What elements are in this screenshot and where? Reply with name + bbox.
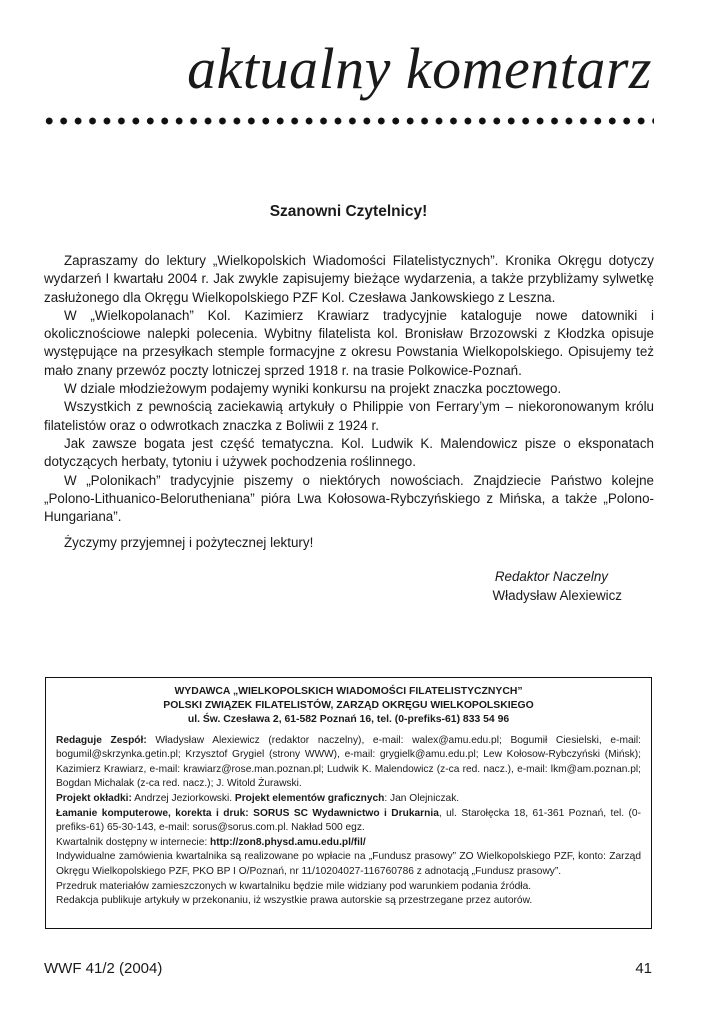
printing-text: , ul. Starołęcka 18, 61-361 Poznań, tel. (0-prefiks-61) 65-30-143, e-mail: sorus@sorus.com.pl. Nakład 500 egz. xyxy=(56,807,641,834)
editorial-team xyxy=(56,734,641,792)
graphics-label: Projekt elementów graficznych xyxy=(234,792,385,804)
cover-design-label: Projekt okładki: xyxy=(56,792,132,804)
closing-wish: Życzymy przyjemnej i pożytecznej lektury! xyxy=(64,535,314,551)
subscription-info: Indywidualne zamówienia kwartalnika są realizowane po wpłacie na „Fundusz prasowy” ZO Wielkopolskiego PZF, konto: Zarząd Okręgu Wielkopolskiego PZF, PKO BP I O/Poznań, nr 11/10204027-116760786 z adnotacją „Fundusz prasowy”. xyxy=(56,851,641,877)
reprint-note: Przedruk materiałów zamieszczonych w kwartalniku będzie mile widziany pod warunkiem podania źródła. xyxy=(56,880,532,892)
website-link[interactable]: http://zon8.physd.amu.edu.pl/fil/ xyxy=(210,836,366,848)
editorial-team-text: Władysław Alexiewicz (redaktor naczelny), e-mail: walex@amu.edu.pl; Bogumił Ciesielski, e-mail: bogumil@skrzynka.getin.pl; Krzysztof Grygiel (strony WWW), e-mail: grygielk@amu.edu.pl; Lew Kołosow-Rybczyński (Mińsk); Kazimierz Krawiarz, e-mail: krawiarz@rose.man.poznan.pl; Ludwik K. Malendowicz (z-ca red. nacz.), e-mail: lkm@am.poznan.pl; Bogdan Michalak (z-ca red. nacz.); J. Witold Żurawski. xyxy=(56,734,641,790)
publisher-header xyxy=(56,685,641,728)
copyright-note: Redakcja publikuje artykuły w przekonaniu, iż wszystkie prawa autorskie są przestrzegane przez autorów. xyxy=(56,895,533,907)
cover-design xyxy=(56,792,641,807)
paragraph-thematic: Jak zawsze bogata jest część tematyczna. Kol. Ludwik K. Malendowicz pisze o eksponatach dotyczących herbaty, tytoniu i używek pochodzenia roślinnego. xyxy=(44,435,654,470)
publisher-imprint-box xyxy=(45,677,652,929)
page-number: 41 xyxy=(635,960,652,977)
publisher-line-1: WYDAWCA „WIELKOPOLSKICH WIADOMOŚCI FILATELISTYCZNYCH” xyxy=(174,686,523,697)
dotted-divider xyxy=(42,116,654,126)
page-title: aktualny komentarz xyxy=(187,36,652,101)
printing-info xyxy=(56,807,641,836)
signature-name: Władysław Alexiewicz xyxy=(492,588,622,603)
editorial-team-label: Redaguje Zespół: xyxy=(56,734,147,746)
greeting-heading: Szanowni Czytelnicy! xyxy=(269,203,428,220)
paragraph-wielkopolanie: W „Wielkopolanach” Kol. Kazimierz Krawiarz tradycyjnie kataloguje nowe datowniki i okolicznościowe nalepki polecenia. Wybitny filatelista kol. Bronisław Brzozowski z Kłodzka opisuje występujące na przesyłkach stemple formacyjne z okresu Powstania Wielkopolskiego. Opisujemy też mało znany przewóz poczty lotniczej sprzed 1918 r. na trasie Polkowice-Poznań. xyxy=(44,307,654,378)
cover-design-text: Andrzej Jeziorkowski. xyxy=(131,792,235,804)
publisher-address: ul. Św. Czesława 2, 61-582 Poznań 16, tel. (0-prefiks-61) 833 54 96 xyxy=(187,714,510,726)
paragraph-intro: Zapraszamy do lektury „Wielkopolskich Wiadomości Filatelistycznych”. Kronika Okręgu dotyczy wydarzeń I kwartału 2004 r. Jak zwykle zapisujemy bieżące wydarzenia, a także przybliżamy sylwetkę zasłużonego dla Okręgu Wielkopolskiego PZF Kol. Czesława Jankowskiego z Leszna. xyxy=(44,253,654,305)
paragraph-ferrary: Wszystkich z pewnością zaciekawią artykuły o Philippie von Ferrary’ym – niekoronowanym królu filatelistów oraz o odwrotkach znaczka z Boliwii z 1924 r. xyxy=(44,399,654,433)
journal-issue: WWF 41/2 (2004) xyxy=(44,960,163,977)
editorial-body xyxy=(44,252,654,553)
printing-label: Łamanie komputerowe, korekta i druk: SORUS SC Wydawnictwo i Drukarnia xyxy=(56,807,439,819)
publisher-line-2: POLSKI ZWIĄZEK FILATELISTÓW, ZARZĄD OKRĘGU WIELKOPOLSKIEGO xyxy=(163,700,534,712)
graphics-text: : Jan Olejniczak. xyxy=(384,792,460,804)
paragraph-polonika: W „Polonikach” tradycyjnie piszemy o niektórych nowościach. Znajdziecie Państwo kolejne „Polono-Lithuanico-Belorutheniana” pióra Lwa Kołosowa-Rybczyńskiego z Mińska, a także „Polono-Hungariana”. xyxy=(44,472,654,525)
internet-info xyxy=(56,836,641,851)
signature-role: Redaktor Naczelny xyxy=(494,569,608,584)
internet-text: Kwartalnik dostępny w internecie: xyxy=(56,836,211,848)
signature-block xyxy=(380,567,622,605)
paragraph-youth: W dziale młodzieżowym podajemy wyniki konkursu na projekt znaczka pocztowego. xyxy=(64,381,562,397)
